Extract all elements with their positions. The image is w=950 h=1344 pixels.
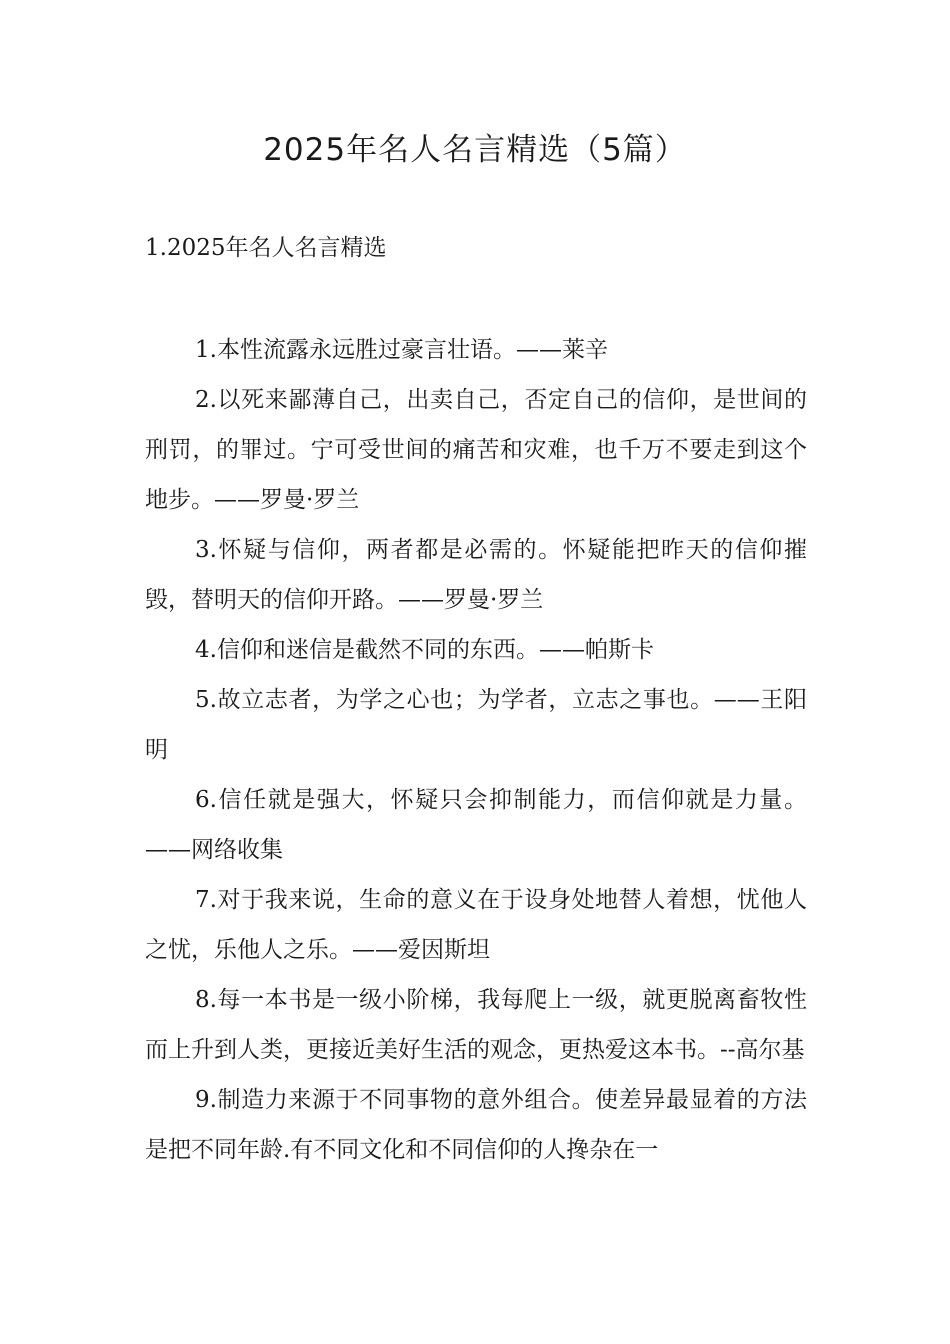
quote-item: 2.以死来鄙薄自己，出卖自己，否定自己的信仰，是世间的刑罚，的罪过。宁可受世间的痛苦和灾难，也千万不要走到这个地步。——罗曼·罗兰 — [145, 387, 807, 513]
quote-item: 6.信任就是强大，怀疑只会抑制能力，而信仰就是力量。——网络收集 — [145, 787, 807, 863]
quote-item: 1.本性流露永远胜过豪言壮语。——莱辛 — [195, 337, 608, 363]
quote-item: 5.故立志者，为学之心也；为学者，立志之事也。——王阳明 — [145, 687, 807, 763]
quote-item: 7.对于我来说，生命的意义在于设身处地替人着想，忧他人之忧，乐他人之乐。——爱因斯坦 — [145, 887, 807, 963]
document-title: 2025年名人名言精选（5篇） — [263, 132, 687, 168]
quote-item: 9.制造力来源于不同事物的意外组合。使差异最显着的方法是把不同年龄.有不同文化和不同信仰的人搀杂在一 — [145, 1087, 807, 1163]
quote-list — [145, 325, 807, 1175]
section-heading: 1.2025年名人名言精选 — [145, 235, 387, 261]
quote-item: 8.每一本书是一级小阶梯，我每爬上一级，就更脱离畜牧性而上升到人类，更接近美好生活的观念，更热爱这本书。--高尔基 — [145, 987, 807, 1063]
quote-item: 3.怀疑与信仰，两者都是必需的。怀疑能把昨天的信仰摧毁，替明天的信仰开路。——罗曼·罗兰 — [145, 537, 807, 613]
quote-item: 4.信仰和迷信是截然不同的东西。——帕斯卡 — [195, 637, 654, 663]
